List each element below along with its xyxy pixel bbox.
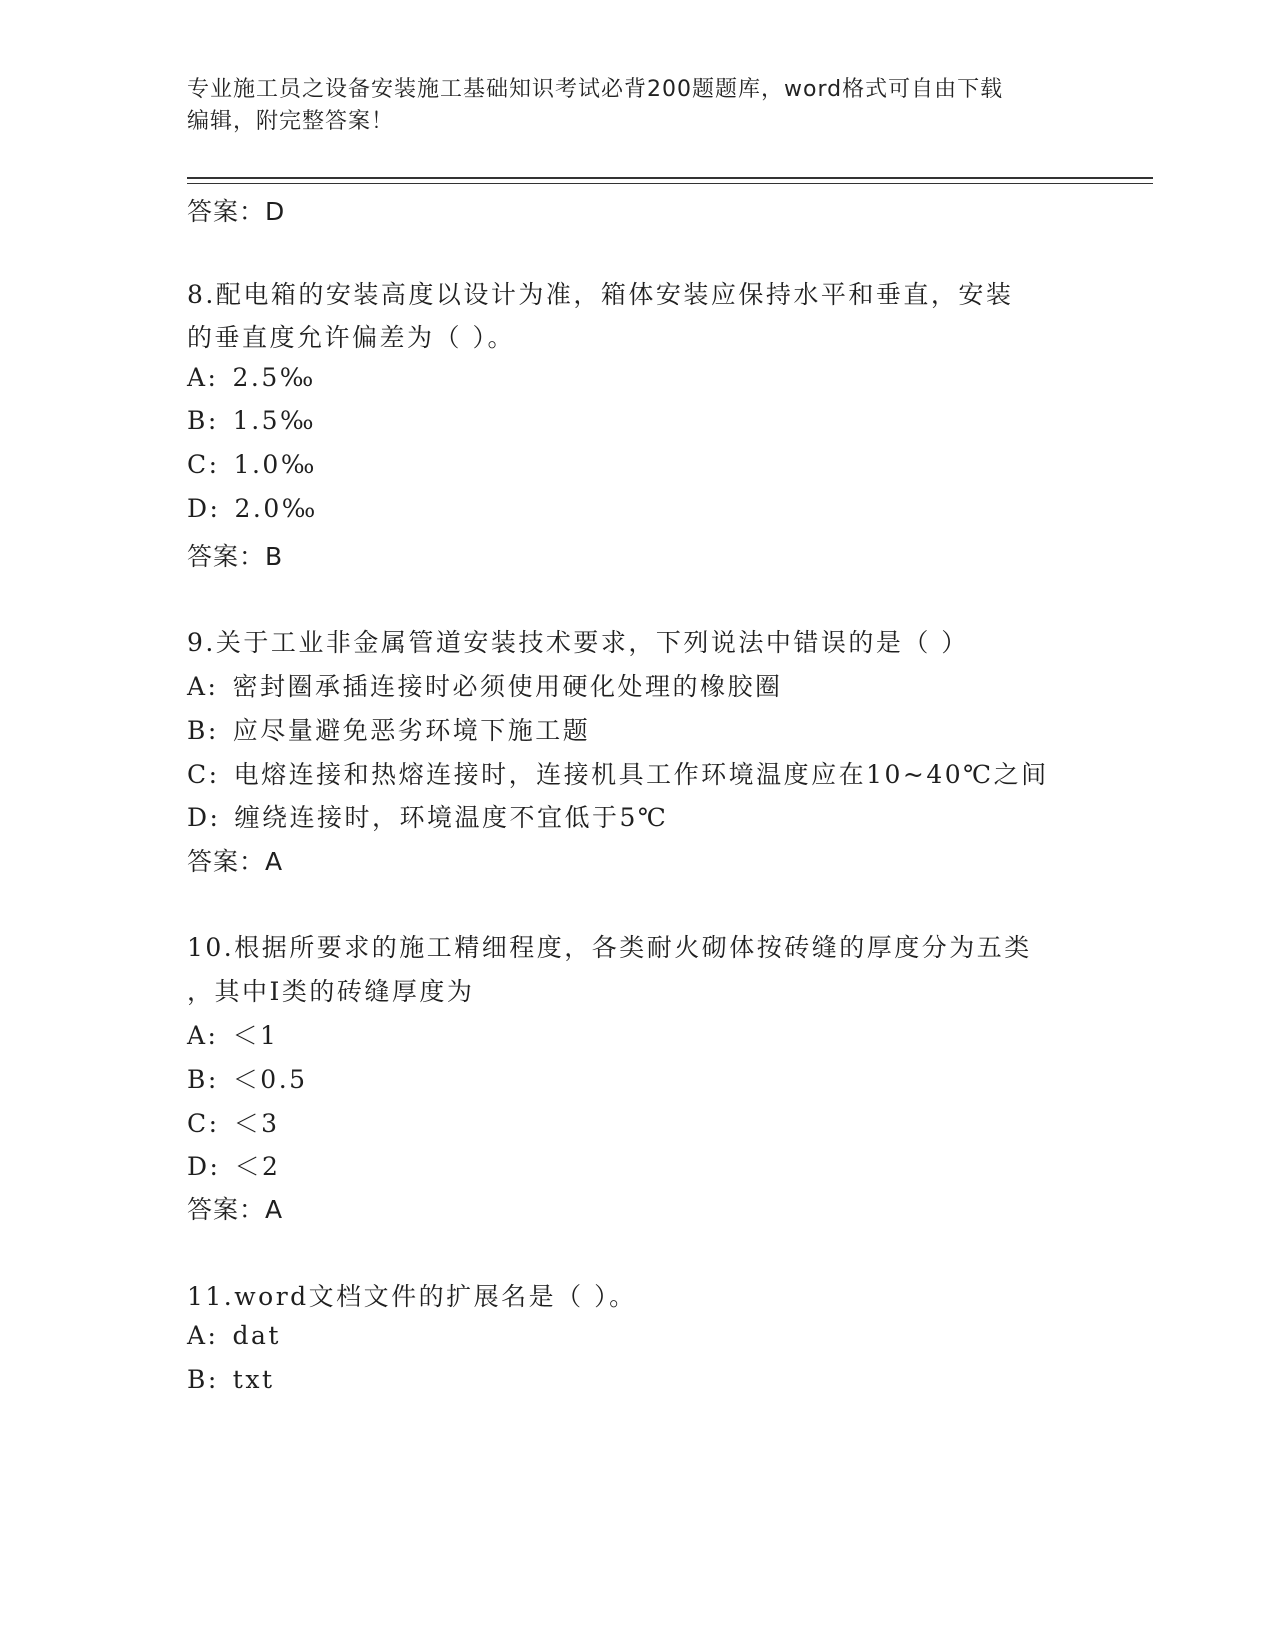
option-a xyxy=(187,667,783,703)
option-key: B: xyxy=(187,1065,219,1094)
option-text: ＜0.5 xyxy=(232,1065,308,1094)
option-key: C: xyxy=(187,450,220,479)
header-rule-thin xyxy=(187,183,1153,184)
answer-label: 答案：A xyxy=(187,1195,284,1224)
option-text: txt xyxy=(232,1365,275,1394)
option-key: B: xyxy=(187,1365,219,1394)
question-stem: 9.关于工业非金属管道安装技术要求，下列说法中错误的是（ ） xyxy=(187,628,969,657)
option-text: 1.0‰ xyxy=(233,450,317,479)
option-b xyxy=(187,711,590,747)
header-line-2: 编辑，附完整答案！ xyxy=(187,109,395,134)
option-b xyxy=(187,406,316,435)
document-header xyxy=(187,74,1087,138)
previous-answer: 答案：D xyxy=(187,197,286,226)
option-text: dat xyxy=(232,1321,281,1350)
option-key: A: xyxy=(187,672,219,701)
option-b xyxy=(187,1365,275,1394)
option-text: 缠绕连接时，环境温度不宜低于5℃ xyxy=(234,803,669,832)
option-text: 密封圈承插连接时必须使用硬化处理的橡胶圈 xyxy=(232,672,783,701)
option-text: ＜1 xyxy=(232,1021,279,1050)
option-text: 2.5‰ xyxy=(232,363,316,392)
option-text: 电熔连接和热熔连接时，连接机具工作环境温度应在10~40℃之间 xyxy=(233,760,1049,789)
option-key: A: xyxy=(187,363,219,392)
option-key: B: xyxy=(187,406,219,435)
option-key: C: xyxy=(187,760,220,789)
question-stem: ，其中I类的砖缝厚度为 xyxy=(187,977,475,1006)
option-c xyxy=(187,1104,279,1140)
option-b xyxy=(187,1060,308,1096)
option-d xyxy=(187,1147,280,1183)
option-text: 2.0‰ xyxy=(234,494,318,523)
option-key: C: xyxy=(187,1109,220,1138)
option-text: ＜2 xyxy=(234,1152,281,1181)
option-text: ＜3 xyxy=(233,1109,280,1138)
option-key: D: xyxy=(187,803,221,832)
option-d xyxy=(187,798,668,834)
option-a xyxy=(187,1321,281,1350)
option-text: 1.5‰ xyxy=(232,406,317,435)
answer-label: 答案：A xyxy=(187,847,284,876)
option-key: D: xyxy=(187,494,221,523)
question-stem: 8.配电箱的安装高度以设计为准，箱体安装应保持水平和垂直，安装 xyxy=(187,280,1014,309)
answer-label: 答案：B xyxy=(187,542,284,571)
question-stem: 11.word文档文件的扩展名是（ ）。 xyxy=(187,1282,637,1311)
option-key: A: xyxy=(187,1021,219,1050)
question-stem: 的垂直度允许偏差为（ ）。 xyxy=(187,323,515,352)
header-rule-thick xyxy=(187,177,1153,179)
option-d xyxy=(187,494,318,523)
option-a xyxy=(187,1016,278,1052)
option-c xyxy=(187,755,1049,791)
header-line-1: 专业施工员之设备安装施工基础知识考试必背200题题库，word格式可自由下载 xyxy=(187,77,1004,102)
option-text: 应尽量避免恶劣环境下施工题 xyxy=(232,716,591,745)
option-key: D: xyxy=(187,1152,221,1181)
option-key: A: xyxy=(187,1321,219,1350)
option-c xyxy=(187,450,317,479)
option-a xyxy=(187,363,316,392)
question-stem: 10.根据所要求的施工精细程度，各类耐火砌体按砖缝的厚度分为五类 xyxy=(187,933,1032,962)
option-key: B: xyxy=(187,716,219,745)
